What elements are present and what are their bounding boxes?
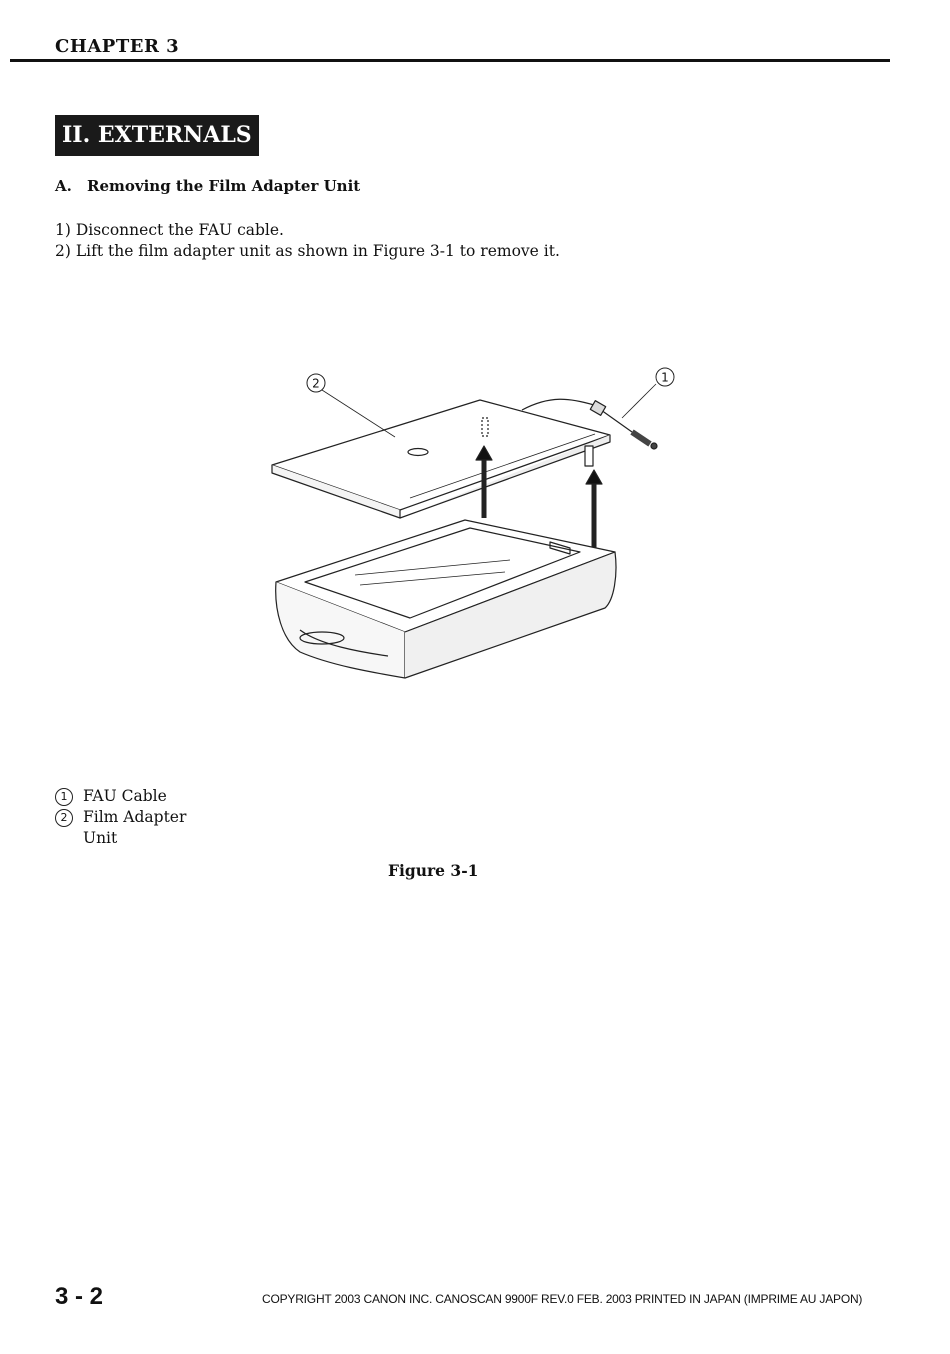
figure-legend xyxy=(55,786,203,849)
callout-2-label: 2 xyxy=(312,376,320,391)
legend-label: Film Adapter Unit xyxy=(83,808,187,847)
callout-1-label: 1 xyxy=(661,370,669,385)
copyright-notice: COPYRIGHT 2003 CANON INC. CANOSCAN 9900F REV.0 FEB. 2003 PRINTED IN JAPAN (IMPRIME AU JAPON) xyxy=(262,1292,863,1306)
subsection-title: Removing the Film Adapter Unit xyxy=(87,177,361,195)
lift-arrow-right xyxy=(586,470,602,550)
callout-1 xyxy=(656,368,674,386)
step-1: 1) Disconnect the FAU cable. xyxy=(55,221,284,239)
callout-2 xyxy=(307,374,325,392)
scanner-body xyxy=(276,520,616,678)
callout-leader-2 xyxy=(322,390,395,437)
header-rule xyxy=(10,59,890,62)
legend-number: 1 xyxy=(55,788,73,806)
subsection-heading xyxy=(55,177,360,195)
subsection-letter: A. xyxy=(55,177,72,195)
legend-number: 2 xyxy=(55,809,73,827)
chapter-heading: CHAPTER 3 xyxy=(55,36,180,57)
legend-label: FAU Cable xyxy=(83,787,167,805)
legend-item xyxy=(55,807,203,849)
procedure-steps xyxy=(55,220,560,262)
figure-caption: Figure 3-1 xyxy=(388,861,479,880)
page-number: 3 - 2 xyxy=(55,1283,104,1310)
callout-leader-1 xyxy=(622,384,656,418)
film-adapter-unit xyxy=(272,400,610,518)
scanner-illustration xyxy=(260,360,680,700)
legend-item xyxy=(55,786,203,807)
step-2: 2) Lift the film adapter unit as shown in Figure 3-1 to remove it. xyxy=(55,242,560,260)
section-title: II. EXTERNALS xyxy=(55,115,259,156)
